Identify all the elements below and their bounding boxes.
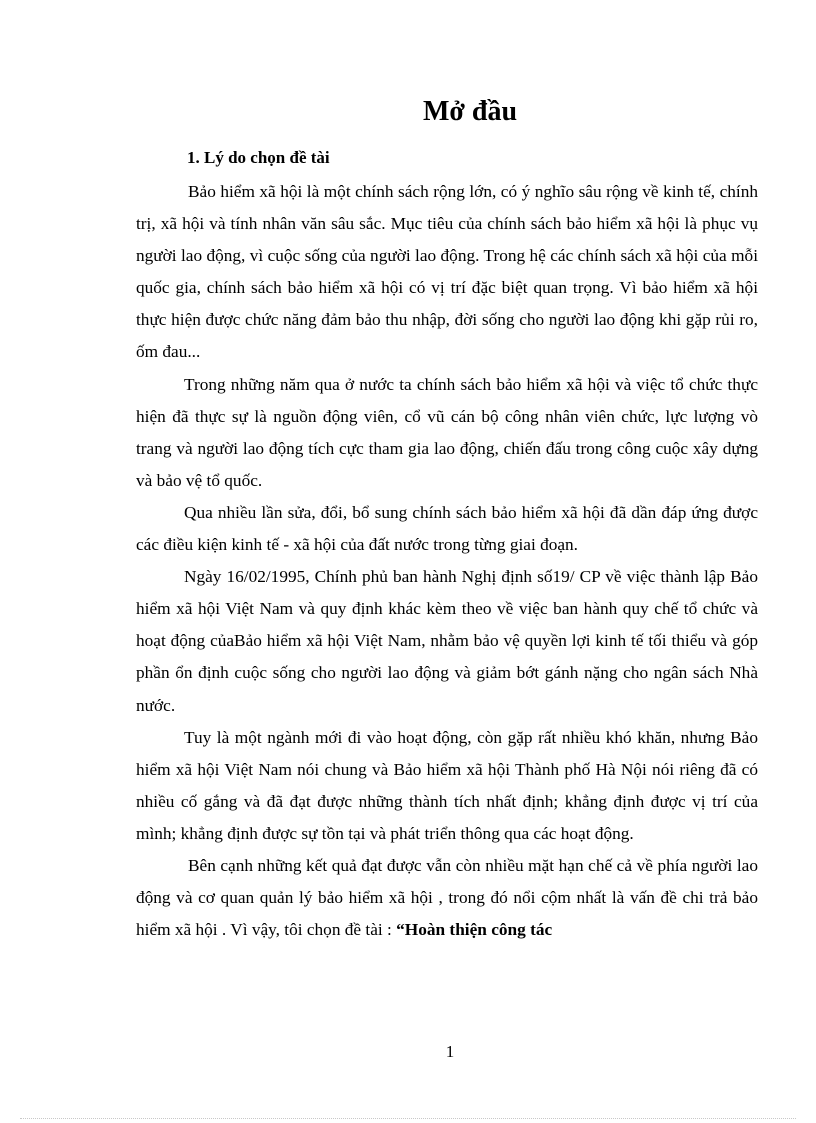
paragraph-5: Tuy là một ngành mới đi vào hoạt động, còn gặp rất nhiều khó khăn, nhưng Bảo hiểm xã hội Việt Nam nói chung và Bảo hiểm xã hội Thành phố Hà Nội nói riêng đã có nhiều cố gắng và đã đạt được những thành tích nhất định; khẳng định được vị trí của mình; khẳng định được sự tồn tại và phát triển thông qua các hoạt động.: [136, 727, 758, 843]
footer-divider: [20, 1118, 796, 1119]
paragraph-4: Ngày 16/02/1995, Chính phủ ban hành Nghị định số19/ CP về việc thành lập Bảo hiểm xã hội Việt Nam và quy định khác kèm theo về việc ban hành quy chế tổ chức và hoạt động củaBảo hiểm xã hội Việt Nam, nhằm bảo vệ quyền lợi kinh tế tối thiểu và góp phần ổn định cuộc sống cho người lao động và giảm bớt gánh nặng cho ngân sách Nhà nước.: [136, 567, 758, 715]
paragraph-2: Trong những năm qua ở nước ta chính sách bảo hiểm xã hội và việc tổ chức thực hiện đã thực sự là nguồn động viên, cổ vũ cán bộ công nhân viên chức, lực lượng vò trang và người lao động tích cực tham gia lao động, chiến đấu trong công cuộc xây dựng và bảo vệ tổ quốc.: [136, 374, 758, 490]
paragraph-3: Qua nhiều lần sửa, đổi, bổ sung chính sách bảo hiểm xã hội đã dần đáp ứng được các điều kiện kinh tế - xã hội của đất nước trong từng giai đoạn.: [136, 502, 758, 555]
paragraph-6-bold-tail: “Hoàn thiện công tác: [396, 920, 553, 940]
document-title: Mở đầu: [422, 96, 518, 127]
paragraph-1: Bảo hiểm xã hội là một chính sách rộng lớn, có ý nghĩo sâu rộng về kinh tế, chính trị, xã hội và tính nhân văn sâu sắc. Mục tiêu của chính sách bảo hiểm xã hội là phục vụ người lao động, vì cuộc sống của người lao động. Trong hệ các chính sách xã hội của mỗi quốc gia, chính sách bảo hiểm xã hội có vị trí đặc biệt quan trọng. Vì bảo hiểm xã hội thực hiện được chức năng đảm bảo thu nhập, đời sống cho người lao động khi gặp rủi ro, ốm đau...: [136, 182, 758, 362]
page-number: 1: [445, 1042, 455, 1061]
section-heading: 1. Lý do chọn đề tài: [187, 148, 330, 167]
paragraph-6-text: Bên cạnh những kết quả đạt được vẫn còn nhiều mặt hạn chế cả về phía người lao động và cơ quan quản lý bảo hiểm xã hội , trong đó nổi cộm nhất là vấn đề chi trả bảo hiểm xã hội . Vì vậy, tôi chọn đề tài :: [136, 855, 758, 940]
paragraph-6: [136, 850, 758, 946]
body-text: [136, 176, 758, 946]
